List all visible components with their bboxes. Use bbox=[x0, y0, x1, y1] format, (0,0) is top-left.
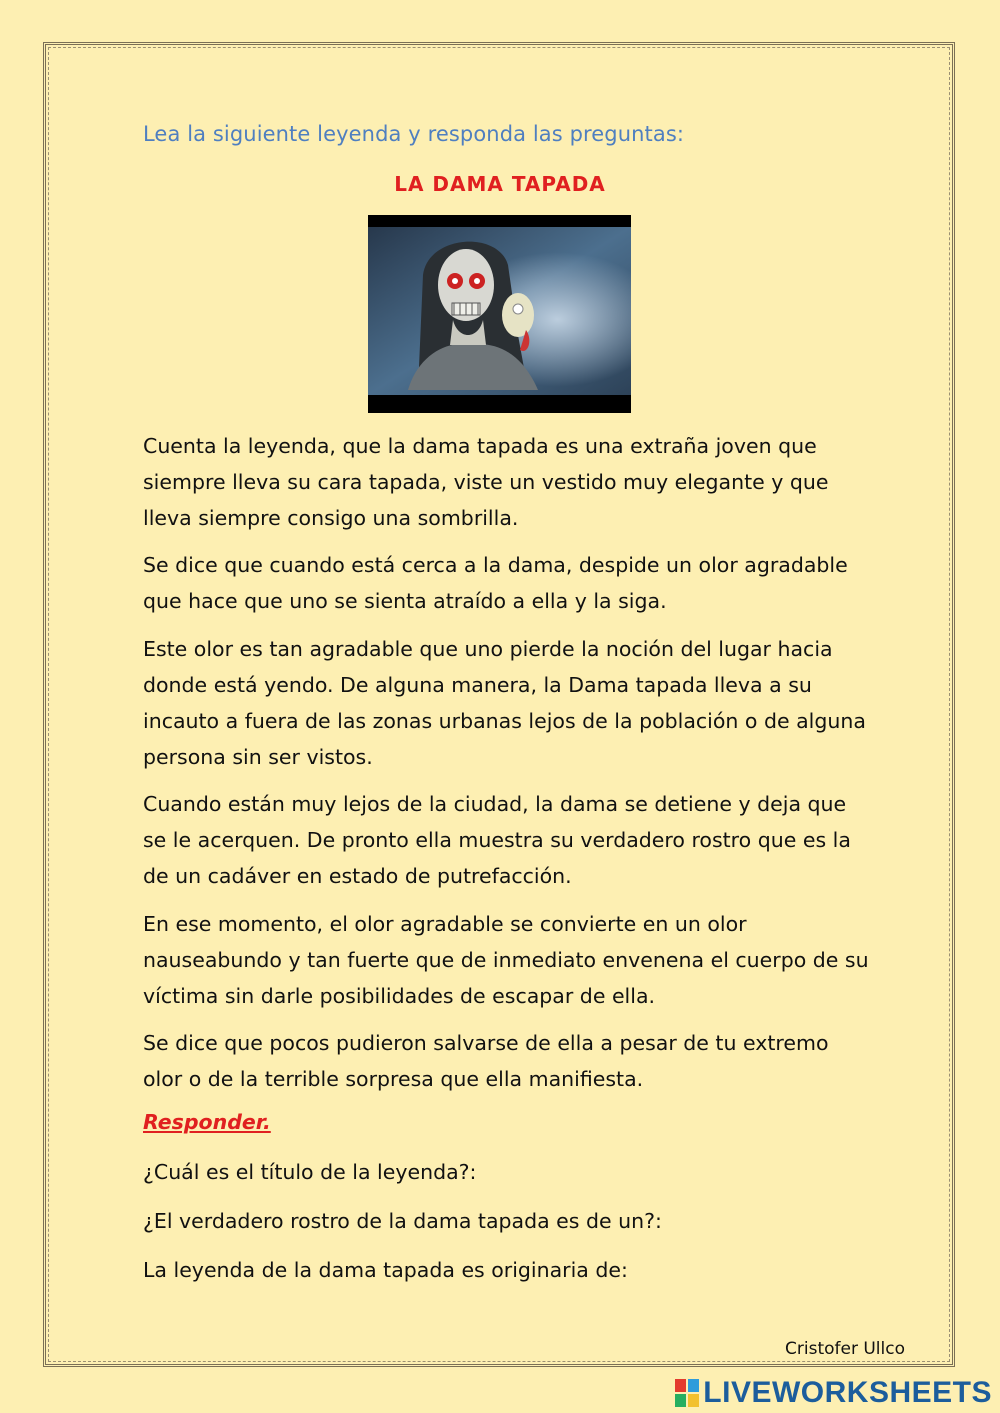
paragraph-2: Se dice que cuando está cerca a la dama, despide un olor agradable que hace que uno se sienta atraído a ella y la siga. bbox=[143, 553, 848, 613]
paragraph-6: Se dice que pocos pudieron salvarse de ella a pesar de tu extremo olor o de la terrible sorpresa que ella manifiesta. bbox=[143, 1031, 829, 1091]
question-true-face: ¿El verdadero rostro de la dama tapada es de un?: bbox=[143, 1209, 662, 1233]
answer-heading: Responder. bbox=[143, 1110, 271, 1134]
question-origin: La leyenda de la dama tapada es originaria de: bbox=[143, 1258, 628, 1282]
legend-title: LA DAMA TAPADA bbox=[394, 172, 606, 196]
paragraph-1: Cuenta la leyenda, que la dama tapada es una extraña joven que siempre lleva su cara tapada, viste un vestido muy elegante y que lleva siempre consigo una sombrilla. bbox=[143, 434, 829, 530]
question-title: ¿Cuál es el título de la leyenda?: bbox=[143, 1160, 477, 1184]
paragraph-4: Cuando están muy lejos de la ciudad, la dama se detiene y deja que se le acerquen. De pronto ella muestra su verdadero rostro que es la de un cadáver en estado de putrefacción. bbox=[143, 792, 851, 888]
instruction-text: Lea la siguiente leyenda y responda las preguntas: bbox=[143, 122, 685, 146]
liveworksheets-logo[interactable] bbox=[675, 1377, 992, 1409]
paragraph-3: Este olor es tan agradable que uno pierde la noción del lugar hacia donde está yendo. De alguna manera, la Dama tapada lleva a su incauto a fuera de las zonas urbanas lejos de la población o de alguna persona sin ser vistos. bbox=[143, 637, 866, 769]
author-name: Cristofer Ullco bbox=[785, 1339, 905, 1359]
legend-illustration bbox=[368, 215, 631, 413]
liveworksheets-icon bbox=[675, 1379, 699, 1407]
brand-name: LIVEWORKSHEETS bbox=[703, 1376, 992, 1409]
paragraph-5: En ese momento, el olor agradable se convierte en un olor nauseabundo y tan fuerte que de inmediato envenena el cuerpo de su víctima sin darle posibilidades de escapar de ella. bbox=[143, 912, 869, 1008]
